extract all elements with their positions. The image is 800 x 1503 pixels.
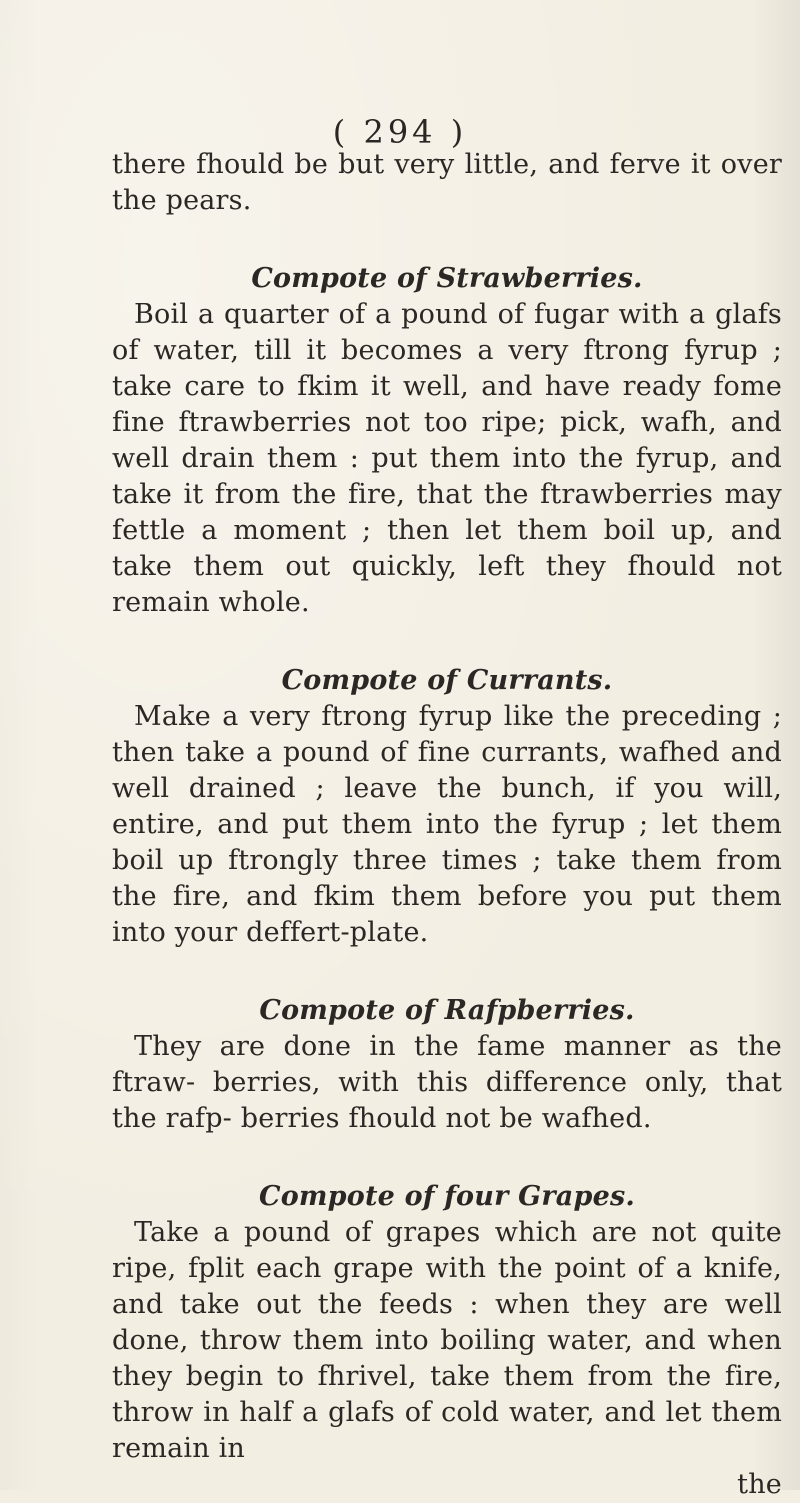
page-body	[112, 147, 782, 1503]
section-heading: Compote of Currants.	[281, 665, 613, 696]
section-raspberries	[112, 993, 782, 1137]
section-currants	[112, 663, 782, 951]
catchword: the	[737, 1469, 782, 1500]
section-paragraph: Boil a quarter of a pound of fugar with a glafs of water, till it becomes a very ftrong fyrup ; take care to fkim it well, and have ready fome fine ftrawberries not too ripe; pick, wafh, and well drain them : put them into the fyrup, and take it from the fire, that the ftrawberries may fettle a moment ; then let them boil up, and take them out quickly, left they fhould not remain whole.	[112, 299, 782, 618]
section-heading: Compote of Rafpberries.	[259, 995, 635, 1026]
opening-paragraph: there fhould be but very little, and ferve it over the pears.	[112, 149, 782, 216]
section-heading: Compote of four Grapes.	[259, 1181, 635, 1212]
page-number: ( 294 )	[332, 113, 468, 151]
section-heading: Compote of Strawberries.	[251, 263, 643, 294]
section-paragraph: They are done in the fame manner as the ftraw- berries, with this difference only, that the rafp- berries fhould not be wafhed.	[112, 1031, 782, 1134]
section-paragraph: Make a very ftrong fyrup like the preceding ; then take a pound of fine currants, wafhed and well drained ; leave the bunch, if you will, entire, and put them into the fyrup ; let them boil up ftrongly three times ; take them from the fire, and fkim them before you put them into your deffert-plate.	[112, 701, 782, 948]
section-sour-grapes	[112, 1179, 782, 1467]
section-strawberries	[112, 261, 782, 621]
section-paragraph: Take a pound of grapes which are not quite ripe, fplit each grape with the point of a knife, and take out the feeds : when they are well done, throw them into boiling water, and when they begin to fhrivel, take them from the fire, throw in half a glafs of cold water, and let them remain in	[112, 1217, 782, 1464]
